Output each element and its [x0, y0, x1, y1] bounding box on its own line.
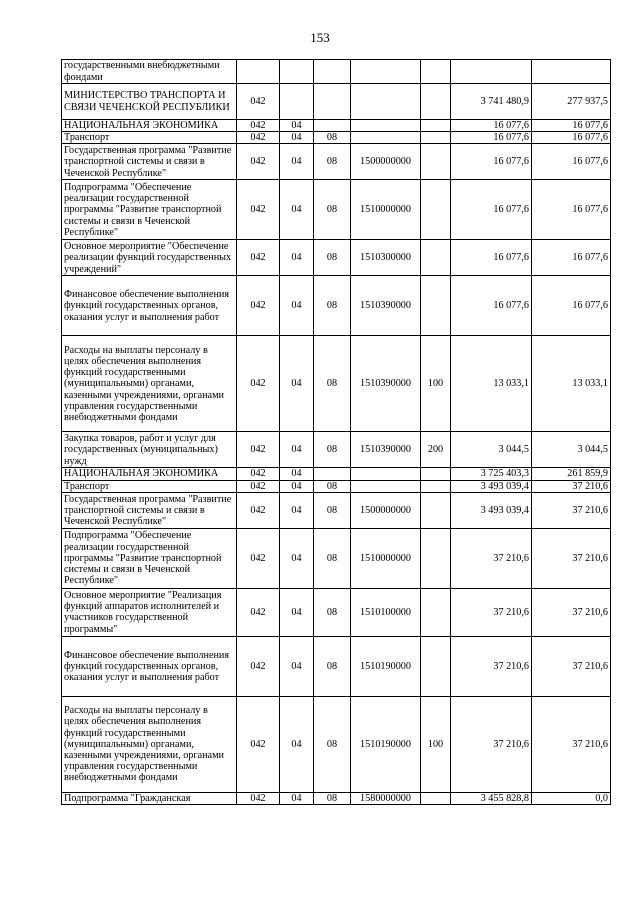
table-row	[62, 792, 611, 804]
cell-target-article: 1500000000	[351, 144, 421, 180]
cell-ministry-code: 042	[237, 696, 280, 792]
cell-ministry-code: 042	[237, 180, 280, 240]
cell-expense-type	[421, 492, 451, 528]
cell-section-code: 04	[280, 492, 314, 528]
page-number: 153	[310, 30, 330, 45]
cell-amount-1: 3 493 039,4	[451, 492, 532, 528]
cell-expense-type	[421, 276, 451, 336]
cell-amount-1: 16 077,6	[451, 276, 532, 336]
cell-expense-type	[421, 144, 451, 180]
cell-expense-type	[421, 468, 451, 480]
table-row	[62, 480, 611, 492]
budget-table	[61, 59, 611, 805]
cell-amount-2: 16 077,6	[532, 120, 611, 132]
cell-expense-type	[421, 636, 451, 696]
cell-subsection-code: 08	[314, 432, 351, 468]
cell-expense-type	[421, 792, 451, 804]
cell-subsection-code	[314, 84, 351, 120]
cell-name: Транспорт	[62, 132, 237, 144]
cell-subsection-code: 08	[314, 636, 351, 696]
cell-section-code: 04	[280, 792, 314, 804]
cell-section-code	[280, 60, 314, 84]
cell-target-article: 1510300000	[351, 240, 421, 276]
cell-expense-type: 200	[421, 432, 451, 468]
cell-amount-1: 16 077,6	[451, 144, 532, 180]
table-row	[62, 120, 611, 132]
cell-amount-2: 16 077,6	[532, 276, 611, 336]
table-row	[62, 588, 611, 636]
cell-section-code: 04	[280, 528, 314, 588]
cell-amount-1: 37 210,6	[451, 588, 532, 636]
cell-amount-2: 37 210,6	[532, 696, 611, 792]
cell-subsection-code	[314, 120, 351, 132]
cell-subsection-code: 08	[314, 528, 351, 588]
cell-target-article	[351, 468, 421, 480]
cell-amount-1: 3 044,5	[451, 432, 532, 468]
cell-section-code	[280, 84, 314, 120]
table-row	[62, 336, 611, 432]
cell-section-code: 04	[280, 588, 314, 636]
cell-ministry-code: 042	[237, 588, 280, 636]
cell-amount-1: 37 210,6	[451, 636, 532, 696]
cell-target-article: 1510000000	[351, 528, 421, 588]
cell-section-code: 04	[280, 132, 314, 144]
table-row	[62, 468, 611, 480]
cell-section-code: 04	[280, 276, 314, 336]
cell-subsection-code: 08	[314, 792, 351, 804]
cell-amount-2: 37 210,6	[532, 636, 611, 696]
table-row	[62, 492, 611, 528]
cell-amount-1: 3 741 480,9	[451, 84, 532, 120]
table-row	[62, 432, 611, 468]
cell-section-code: 04	[280, 180, 314, 240]
cell-amount-1: 16 077,6	[451, 240, 532, 276]
table-row	[62, 240, 611, 276]
cell-subsection-code: 08	[314, 240, 351, 276]
cell-expense-type: 100	[421, 336, 451, 432]
cell-expense-type	[421, 480, 451, 492]
cell-expense-type: 100	[421, 696, 451, 792]
cell-subsection-code	[314, 60, 351, 84]
cell-name: Государственная программа "Развитие транспортной системы и связи в Чеченской Республике"	[62, 144, 237, 180]
cell-amount-1: 37 210,6	[451, 696, 532, 792]
cell-target-article: 1510390000	[351, 432, 421, 468]
cell-section-code: 04	[280, 636, 314, 696]
cell-name: Финансовое обеспечение выполнения функций государственных органов, оказания услуг и выполнения работ	[62, 276, 237, 336]
table-row	[62, 276, 611, 336]
cell-target-article: 1580000000	[351, 792, 421, 804]
cell-expense-type	[421, 180, 451, 240]
cell-target-article	[351, 480, 421, 492]
cell-amount-2: 37 210,6	[532, 480, 611, 492]
cell-subsection-code: 08	[314, 480, 351, 492]
cell-amount-2: 16 077,6	[532, 132, 611, 144]
cell-target-article: 1510390000	[351, 276, 421, 336]
cell-amount-1: 3 455 828,8	[451, 792, 532, 804]
cell-amount-1	[451, 60, 532, 84]
table-row	[62, 528, 611, 588]
cell-ministry-code: 042	[237, 144, 280, 180]
cell-expense-type	[421, 132, 451, 144]
cell-target-article: 1510390000	[351, 336, 421, 432]
table-row	[62, 180, 611, 240]
cell-expense-type	[421, 60, 451, 84]
cell-name: Транспорт	[62, 480, 237, 492]
cell-amount-1: 16 077,6	[451, 120, 532, 132]
cell-ministry-code	[237, 60, 280, 84]
cell-target-article: 1510190000	[351, 636, 421, 696]
cell-subsection-code: 08	[314, 180, 351, 240]
cell-amount-2: 3 044,5	[532, 432, 611, 468]
cell-amount-2: 277 937,5	[532, 84, 611, 120]
cell-name: Закупка товаров, работ и услуг для государственных (муниципальных) нужд	[62, 432, 237, 468]
cell-ministry-code: 042	[237, 528, 280, 588]
cell-section-code: 04	[280, 240, 314, 276]
cell-name: Подпрограмма "Гражданская	[62, 792, 237, 804]
cell-amount-2	[532, 60, 611, 84]
cell-ministry-code: 042	[237, 120, 280, 132]
cell-ministry-code: 042	[237, 792, 280, 804]
cell-subsection-code	[314, 468, 351, 480]
cell-amount-2: 37 210,6	[532, 492, 611, 528]
cell-section-code: 04	[280, 696, 314, 792]
cell-name: МИНИСТЕРСТВО ТРАНСПОРТА И СВЯЗИ ЧЕЧЕНСКОЙ РЕСПУБЛИКИ	[62, 84, 237, 120]
cell-amount-2: 16 077,6	[532, 180, 611, 240]
cell-subsection-code: 08	[314, 276, 351, 336]
cell-name: Финансовое обеспечение выполнения функций государственных органов, оказания услуг и выполнения работ	[62, 636, 237, 696]
cell-subsection-code: 08	[314, 696, 351, 792]
cell-expense-type	[421, 588, 451, 636]
cell-amount-2: 16 077,6	[532, 144, 611, 180]
cell-target-article	[351, 84, 421, 120]
cell-section-code: 04	[280, 144, 314, 180]
cell-target-article: 1500000000	[351, 492, 421, 528]
cell-section-code: 04	[280, 432, 314, 468]
table-row	[62, 144, 611, 180]
cell-ministry-code: 042	[237, 240, 280, 276]
cell-amount-1: 3 725 403,3	[451, 468, 532, 480]
cell-target-article: 1510190000	[351, 696, 421, 792]
cell-target-article: 1510000000	[351, 180, 421, 240]
cell-subsection-code: 08	[314, 144, 351, 180]
table-row	[62, 84, 611, 120]
cell-amount-2: 13 033,1	[532, 336, 611, 432]
cell-ministry-code: 042	[237, 480, 280, 492]
cell-subsection-code: 08	[314, 588, 351, 636]
cell-subsection-code: 08	[314, 492, 351, 528]
cell-name: Основное мероприятие "Обеспечение реализации функций государственных учреждений"	[62, 240, 237, 276]
table-row	[62, 132, 611, 144]
cell-ministry-code: 042	[237, 468, 280, 480]
cell-subsection-code: 08	[314, 336, 351, 432]
cell-target-article: 1510100000	[351, 588, 421, 636]
cell-target-article	[351, 132, 421, 144]
cell-target-article	[351, 60, 421, 84]
cell-ministry-code: 042	[237, 336, 280, 432]
cell-name: НАЦИОНАЛЬНАЯ ЭКОНОМИКА	[62, 120, 237, 132]
cell-amount-1: 3 493 039,4	[451, 480, 532, 492]
cell-section-code: 04	[280, 336, 314, 432]
table-row	[62, 636, 611, 696]
cell-expense-type	[421, 528, 451, 588]
cell-expense-type	[421, 120, 451, 132]
cell-name: Основное мероприятие "Реализация функций аппаратов исполнителей и участников государственной программы"	[62, 588, 237, 636]
table-body	[62, 60, 611, 805]
cell-amount-1: 13 033,1	[451, 336, 532, 432]
cell-name: Подпрограмма "Обеспечение реализации государственной программы "Развитие транспортной системы и связи в Чеченской Республике"	[62, 180, 237, 240]
cell-name: Государственная программа "Развитие транспортной системы и связи в Чеченской Республике"	[62, 492, 237, 528]
cell-ministry-code: 042	[237, 636, 280, 696]
cell-section-code: 04	[280, 120, 314, 132]
cell-amount-2: 37 210,6	[532, 588, 611, 636]
cell-ministry-code: 042	[237, 84, 280, 120]
cell-name: государственными внебюджетными фондами	[62, 60, 237, 84]
cell-expense-type	[421, 240, 451, 276]
cell-name: Расходы на выплаты персоналу в целях обеспечения выполнения функций государственными (муниципальными) органами, казенными учреждениями, органами управления государственными внебюджетными фондами	[62, 696, 237, 792]
cell-name: Расходы на выплаты персоналу в целях обеспечения выполнения функций государственными (муниципальными) органами, казенными учреждениями, органами управления государственными внебюджетными фондами	[62, 336, 237, 432]
cell-amount-2: 16 077,6	[532, 240, 611, 276]
cell-amount-1: 16 077,6	[451, 180, 532, 240]
table-row	[62, 696, 611, 792]
cell-section-code: 04	[280, 480, 314, 492]
cell-name: НАЦИОНАЛЬНАЯ ЭКОНОМИКА	[62, 468, 237, 480]
cell-target-article	[351, 120, 421, 132]
cell-section-code: 04	[280, 468, 314, 480]
cell-amount-2: 37 210,6	[532, 528, 611, 588]
cell-name: Подпрограмма "Обеспечение реализации государственной программы "Развитие транспортной системы и связи в Чеченской Республике"	[62, 528, 237, 588]
cell-amount-2: 0,0	[532, 792, 611, 804]
cell-ministry-code: 042	[237, 492, 280, 528]
cell-subsection-code: 08	[314, 132, 351, 144]
cell-ministry-code: 042	[237, 132, 280, 144]
cell-ministry-code: 042	[237, 276, 280, 336]
cell-amount-1: 16 077,6	[451, 132, 532, 144]
cell-amount-2: 261 859,9	[532, 468, 611, 480]
cell-ministry-code: 042	[237, 432, 280, 468]
cell-amount-1: 37 210,6	[451, 528, 532, 588]
cell-expense-type	[421, 84, 451, 120]
table-row	[62, 60, 611, 84]
